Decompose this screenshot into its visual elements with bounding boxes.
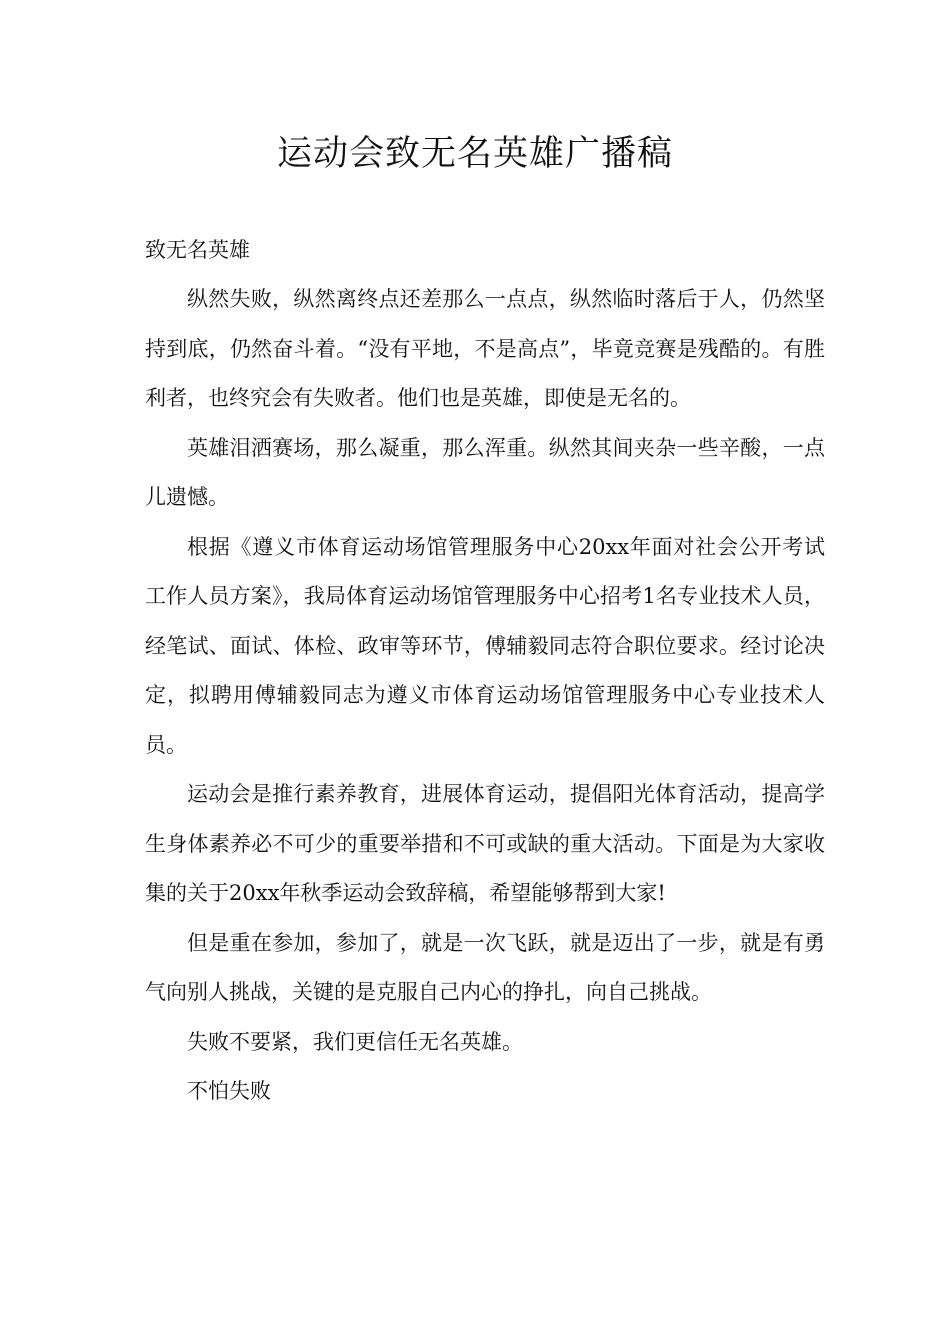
document-body <box>145 226 825 1117</box>
paragraph-7: 不怕失败 <box>187 1079 271 1103</box>
paragraph-3: 根据《遵义市体育运动场馆管理服务中心20xx年面对社会公开考试工作人员方案》，我局体育运动场馆管理服务中心招考1名专业技术人员，经笔试、面试、体检、政审等环节，傅辅毅同志符合职位要求。经讨论决定，拟聘用傅辅毅同志为遵义市体育运动场馆管理服务中心专业技术人员。 <box>145 534 825 757</box>
paragraph-1: 纵然失败，纵然离终点还差那么一点点，纵然临时落后于人，仍然坚持到底，仍然奋斗着。“没有平地，不是高点”，毕竟竞赛是残酷的。有胜利者，也终究会有失败者。他们也是英雄，即使是无名的。 <box>145 287 825 410</box>
paragraph-2: 英雄泪洒赛场，那么凝重，那么浑重。纵然其间夹杂一些辛酸，一点儿遗憾。 <box>145 435 825 509</box>
document-title: 运动会致无名英雄广播稿 <box>276 134 673 174</box>
paragraph-4: 运动会是推行素养教育，进展体育运动，提倡阳光体育活动，提高学生身体素养必不可少的重要举措和不可或缺的重大活动。下面是为大家收集的关于20xx年秋季运动会致辞稿，希望能够帮到大家! <box>145 782 825 905</box>
paragraph-5: 但是重在参加，参加了，就是一次飞跃，就是迈出了一步，就是有勇气向别人挑战，关键的是克服自己内心的挣扎，向自己挑战。 <box>145 930 825 1004</box>
salutation: 致无名英雄 <box>145 238 250 262</box>
paragraph-6: 失败不要紧，我们更信任无名英雄。 <box>187 1029 523 1054</box>
